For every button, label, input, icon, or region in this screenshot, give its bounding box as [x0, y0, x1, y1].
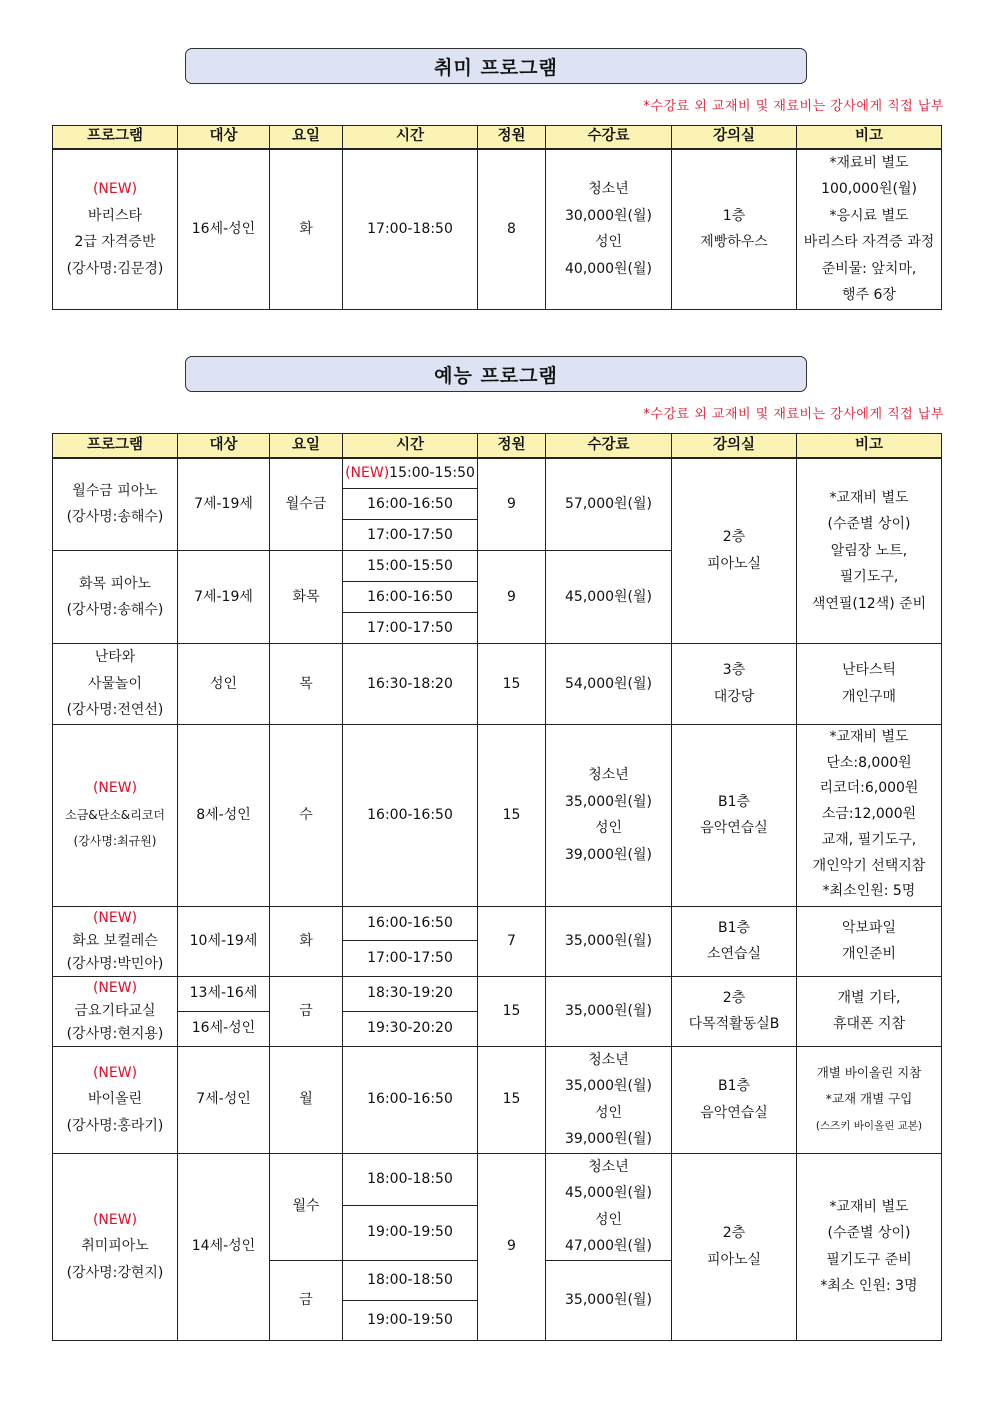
header-capacity: 정원: [478, 434, 546, 458]
remark-cell: 개별 기타, 휴대폰 지참: [797, 976, 942, 1046]
remark-cell: [797, 1046, 942, 1153]
fee-cell: 57,000원(월): [546, 458, 672, 551]
new-badge: (NEW): [92, 909, 138, 926]
new-badge: (NEW): [92, 979, 138, 996]
room-cell: 2층 피아노실: [672, 1153, 797, 1340]
header-target: 대상: [178, 434, 270, 458]
fee-cell: 청소년 35,000원(월) 성인 39,000원(월): [546, 724, 672, 906]
new-badge: (NEW): [92, 1064, 138, 1081]
header-time: 시간: [343, 434, 478, 458]
fee-cell: 청소년 45,000원(월) 성인 47,000원(월): [546, 1153, 672, 1260]
capacity-cell: 15: [478, 1046, 546, 1153]
program-cell: [53, 1153, 178, 1340]
capacity-cell: 9: [478, 458, 546, 551]
room-cell: B1층 음악연습실: [672, 1046, 797, 1153]
header-room: 강의실: [672, 434, 797, 458]
header-target: 대상: [178, 126, 270, 149]
day-cell: 월: [270, 1046, 343, 1153]
new-badge: (NEW): [92, 181, 138, 197]
table-row: [53, 906, 942, 940]
time-cell: 19:00-19:50: [343, 1300, 478, 1340]
table-row: [53, 458, 942, 489]
header-capacity: 정원: [478, 126, 546, 149]
target-cell: 16세-성인: [178, 149, 270, 310]
time-cell: 18:30-19:20: [343, 976, 478, 1011]
program-name: 화요 보컬레슨 (강사명:박민아): [66, 932, 164, 972]
target-cell: 7세-19세: [178, 551, 270, 644]
program-name: 소금&단소&리코더 (강사명:최규원): [65, 807, 165, 849]
program-name: 금요기타교실 (강사명:현지용): [66, 1002, 164, 1042]
table-row: [53, 1046, 942, 1153]
time-cell: 16:30-18:20: [343, 644, 478, 725]
table-row: [53, 149, 942, 310]
room-cell: 3층 대강당: [672, 644, 797, 725]
capacity-cell: 9: [478, 551, 546, 644]
target-cell: 성인: [178, 644, 270, 725]
day-cell: 화: [270, 149, 343, 310]
capacity-cell: 8: [478, 149, 546, 310]
room-cell: 2층 피아노실: [672, 458, 797, 644]
target-cell: 13세-16세: [178, 976, 270, 1011]
room-cell: B1층 음악연습실: [672, 724, 797, 906]
program-name: 바리스타 2급 자격증반 (강사명:김문경): [66, 207, 164, 277]
time-cell: 17:00-17:50: [343, 940, 478, 976]
program-cell: 화목 피아노 (강사명:송해수): [53, 551, 178, 644]
day-cell: 금: [270, 1260, 343, 1340]
program-name: 바이올린 (강사명:홍라기): [66, 1091, 164, 1134]
header-fee: 수강료: [546, 126, 672, 149]
capacity-cell: 7: [478, 906, 546, 976]
fee-cell: 청소년 30,000원(월) 성인 40,000원(월): [546, 149, 672, 310]
program-cell: [53, 906, 178, 976]
fee-cell: 54,000원(월): [546, 644, 672, 725]
time-cell: 16:00-16:50: [343, 489, 478, 520]
day-cell: 월수: [270, 1153, 343, 1260]
program-cell: [53, 149, 178, 310]
new-badge: (NEW): [345, 465, 390, 481]
day-cell: 목: [270, 644, 343, 725]
remark-cell: *교재비 별도 (수준별 상이) 알림장 노트, 필기도구, 색연필(12색) 준비: [797, 458, 942, 644]
capacity-cell: 15: [478, 724, 546, 906]
new-badge: (NEW): [92, 1211, 138, 1228]
arts-section-title: 예능 프로그램: [185, 356, 807, 392]
program-cell: 월수금 피아노 (강사명:송해수): [53, 458, 178, 551]
fee-cell: 45,000원(월): [546, 551, 672, 644]
time-cell: 17:00-17:50: [343, 520, 478, 551]
target-cell: 8세-성인: [178, 724, 270, 906]
fee-cell: 청소년 35,000원(월) 성인 39,000원(월): [546, 1046, 672, 1153]
program-cell: [53, 1046, 178, 1153]
time-cell: 17:00-17:50: [343, 613, 478, 644]
arts-table: [52, 433, 942, 1341]
header-program: 프로그램: [53, 434, 178, 458]
table-row: [53, 1153, 942, 1205]
time-cell: 18:00-18:50: [343, 1153, 478, 1205]
hobby-section-title: 취미 프로그램: [185, 48, 807, 84]
time-cell: 16:00-16:50: [343, 582, 478, 613]
time-cell: 16:00-16:50: [343, 906, 478, 940]
target-cell: 16세-성인: [178, 1011, 270, 1046]
header-time: 시간: [343, 126, 478, 149]
program-cell: [53, 976, 178, 1046]
table-row: [53, 724, 942, 906]
table-header-row: [53, 434, 942, 458]
fee-cell: 35,000원(월): [546, 976, 672, 1046]
time-cell: 16:00-16:50: [343, 1046, 478, 1153]
time-cell: 17:00-18:50: [343, 149, 478, 310]
header-day: 요일: [270, 126, 343, 149]
remark-text: 개별 바이올린 지참 *교재 개별 구입: [816, 1064, 922, 1107]
fee-cell: 35,000원(월): [546, 906, 672, 976]
target-cell: 14세-성인: [178, 1153, 270, 1340]
capacity-cell: 9: [478, 1153, 546, 1340]
remark-cell: *교재비 별도 단소:8,000원 리코더:6,000원 소금:12,000원 교재, 필기도구, 개인악기 선택지참 *최소인원: 5명: [797, 724, 942, 906]
time-cell: 19:00-19:50: [343, 1205, 478, 1260]
hobby-table: [52, 125, 942, 310]
target-cell: 10세-19세: [178, 906, 270, 976]
fee-note: *수강료 외 교재비 및 재료비는 강사에게 직접 납부: [643, 99, 944, 114]
header-fee: 수강료: [546, 434, 672, 458]
remark-cell: 악보파일 개인준비: [797, 906, 942, 976]
day-cell: 수: [270, 724, 343, 906]
table-row: [53, 976, 942, 1011]
time-cell: 18:00-18:50: [343, 1260, 478, 1300]
day-cell: 금: [270, 976, 343, 1046]
table-header-row: [53, 126, 942, 149]
day-cell: 화: [270, 906, 343, 976]
new-badge: (NEW): [92, 780, 138, 797]
program-cell: [53, 724, 178, 906]
remark-cell: *재료비 별도 100,000원(월) *응시료 별도 바리스타 자격증 과정 준비물: 앞치마, 행주 6장: [797, 149, 942, 310]
room-cell: 2층 다목적활동실B: [672, 976, 797, 1046]
room-cell: B1층 소연습실: [672, 906, 797, 976]
program-cell: 난타와 사물놀이 (강사명:전연선): [53, 644, 178, 725]
day-cell: 월수금: [270, 458, 343, 551]
remark-cell: *교재비 별도 (수준별 상이) 필기도구 준비 *최소 인원: 3명: [797, 1153, 942, 1340]
header-day: 요일: [270, 434, 343, 458]
capacity-cell: 15: [478, 976, 546, 1046]
room-cell: 1층 제빵하우스: [672, 149, 797, 310]
remark-text-small: (스즈키 바이올린 교본): [815, 1119, 923, 1132]
header-remark: 비고: [797, 434, 942, 458]
table-row: [53, 644, 942, 725]
target-cell: 7세-19세: [178, 458, 270, 551]
time-cell: 15:00-15:50: [343, 551, 478, 582]
time-cell: 19:30-20:20: [343, 1011, 478, 1046]
header-program: 프로그램: [53, 126, 178, 149]
time-cell: (NEW)15:00-15:50: [343, 458, 478, 489]
program-name: 취미피아노 (강사명:강현지): [66, 1238, 164, 1281]
fee-cell: 35,000원(월): [546, 1260, 672, 1340]
target-cell: 7세-성인: [178, 1046, 270, 1153]
fee-note: *수강료 외 교재비 및 재료비는 강사에게 직접 납부: [643, 407, 944, 422]
remark-cell: 난타스틱 개인구매: [797, 644, 942, 725]
day-cell: 화목: [270, 551, 343, 644]
time-cell: 16:00-16:50: [343, 724, 478, 906]
header-remark: 비고: [797, 126, 942, 149]
header-room: 강의실: [672, 126, 797, 149]
capacity-cell: 15: [478, 644, 546, 725]
